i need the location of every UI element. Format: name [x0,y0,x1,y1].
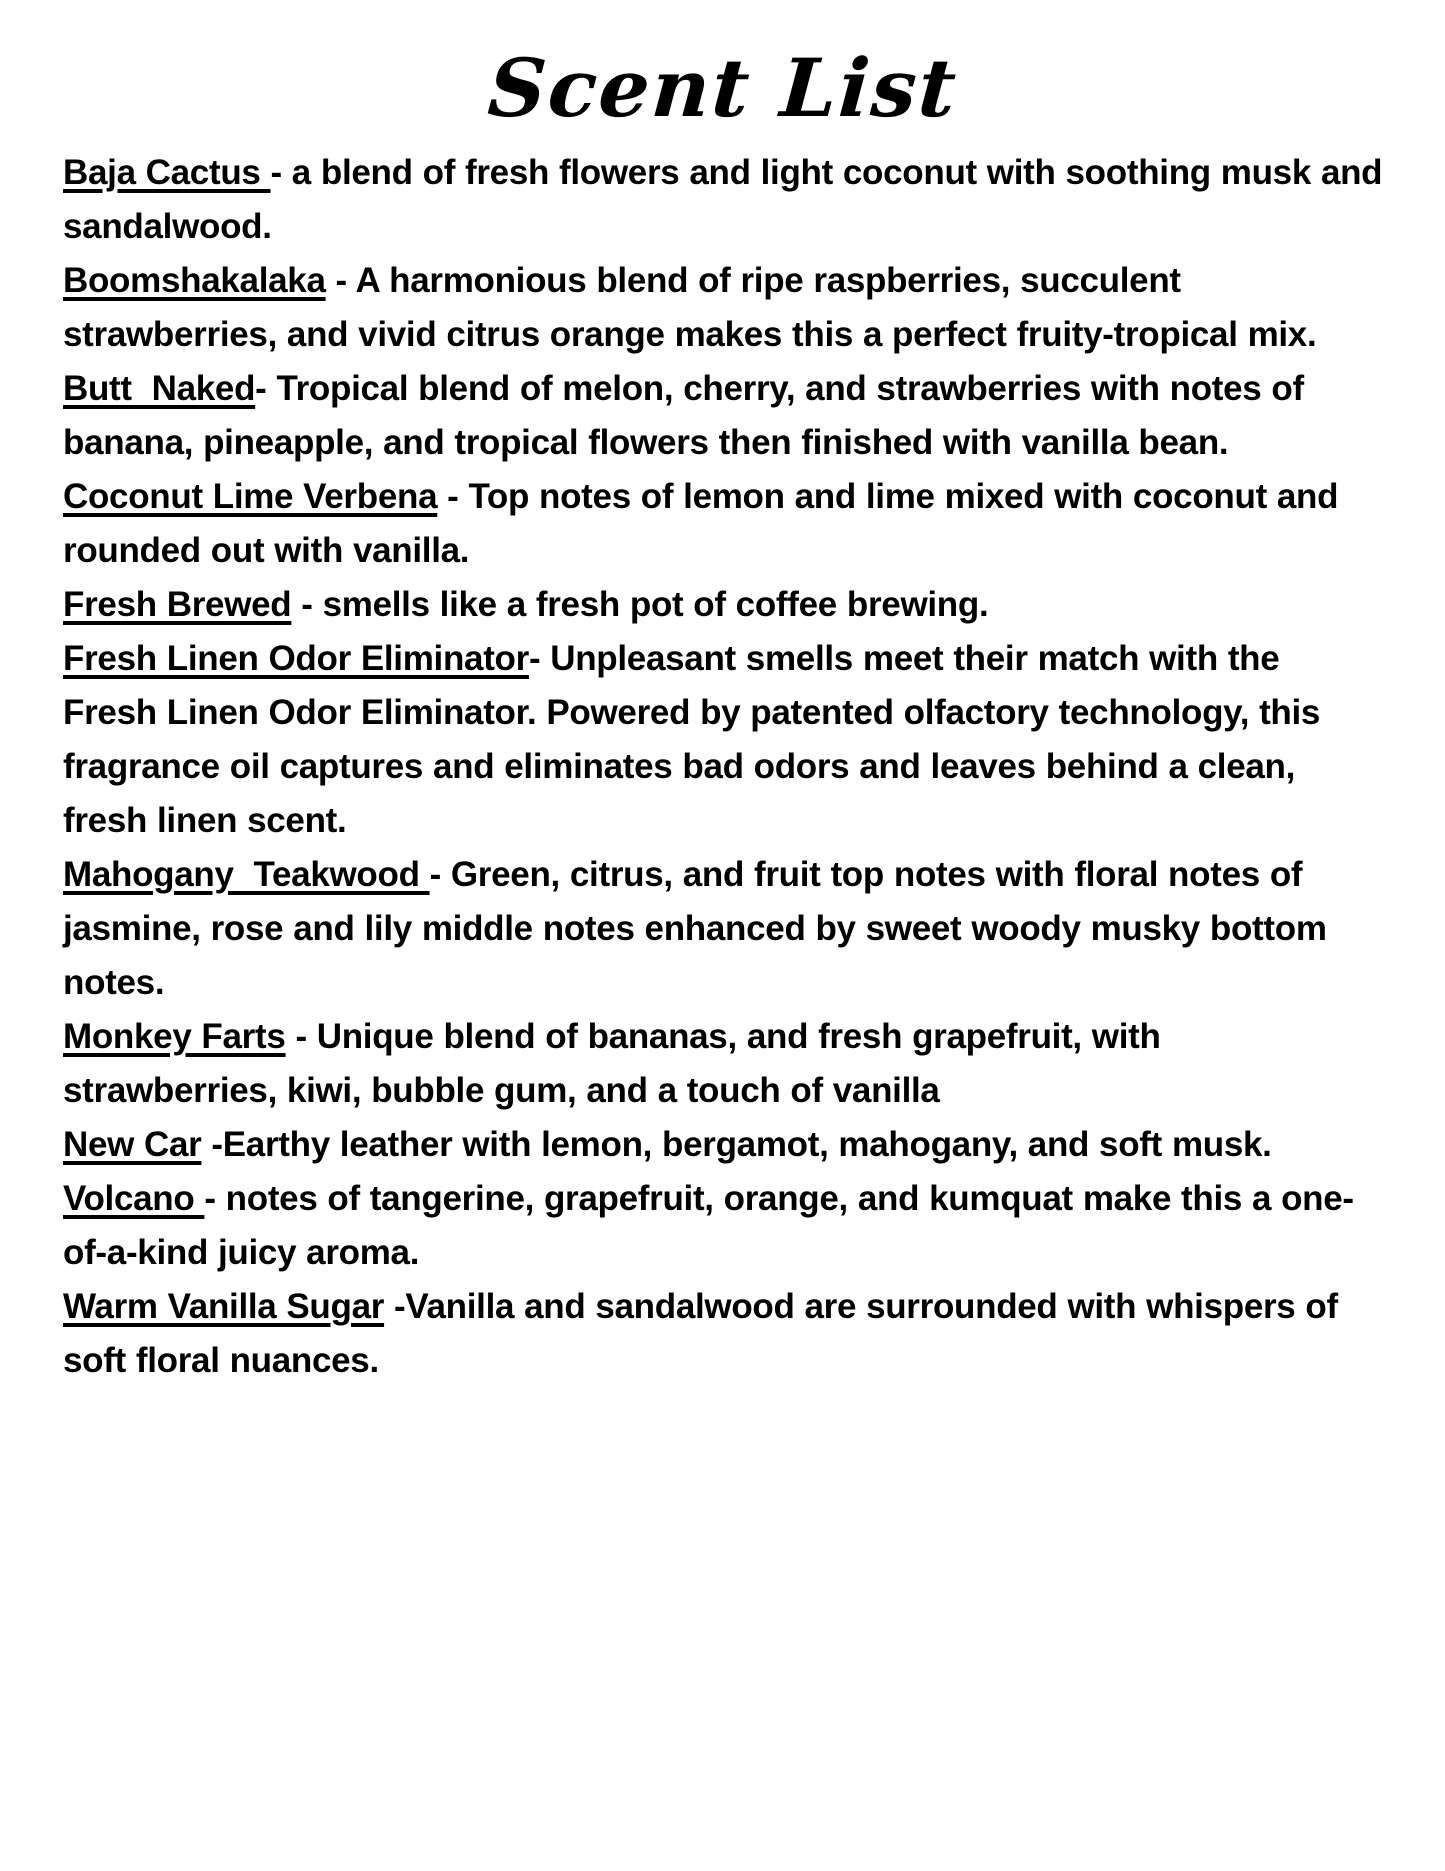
scent-name: Boomshakalaka [63,261,326,300]
scent-name: Warm Vanilla Sugar [63,1287,385,1326]
scent-item [63,1010,1383,1118]
scent-description: - Tropical blend of melon, cherry, and strawberries with notes of banana, pineapple, and tropical flowers then finished with vanilla bean. [63,369,1314,462]
scent-name: New Car [63,1125,202,1164]
scent-list [63,146,1393,1388]
scent-item [63,254,1383,362]
scent-name: Mahogany Teakwood [63,855,430,894]
scent-item [63,470,1383,578]
scent-item [63,1280,1383,1388]
scent-item [63,632,1383,848]
scent-description: - smells like a fresh pot of coffee brewing. [291,585,989,624]
scent-name: Fresh Brewed [63,585,292,624]
scent-name: Baja Cactus [63,153,271,192]
scent-item [63,146,1393,254]
scent-name: Butt Naked [63,369,256,408]
scent-description: - A harmonious blend of ripe raspberries, succulent strawberries, and vivid citrus orange makes this a perfect fruity-tropical mix. [63,261,1317,354]
scent-item [63,362,1383,470]
scent-description: -Earthy leather with lemon, bergamot, mahogany, and soft musk. [201,1125,1272,1164]
scent-description: - Top notes of lemon and lime mixed with coconut and rounded out with vanilla. [63,477,1349,570]
scent-description: - a blend of fresh flowers and light coconut with soothing musk and sandalwood. [63,153,1393,246]
scent-item [63,1118,1383,1172]
scent-item [63,578,1383,632]
scent-description: -Vanilla and sandalwood are surrounded with whispers of soft floral nuances. [63,1287,1348,1380]
scent-description: - notes of tangerine, grapefruit, orange, and kumquat make this a one-of-a-kind juicy aroma. [63,1179,1354,1272]
scent-name: Volcano [63,1179,205,1218]
scent-name: Fresh Linen Odor Eliminator [63,639,529,678]
page-title: Scent List [485,41,961,135]
scent-name: Coconut Lime Verbena [63,477,438,516]
scent-item [63,848,1383,1010]
scent-description: - Unique blend of bananas, and fresh grapefruit, with strawberries, kiwi, bubble gum, and a touch of vanilla [63,1017,1171,1110]
scent-item [63,1172,1383,1280]
scent-description: - Green, citrus, and fruit top notes with floral notes of jasmine, rose and lily middle notes enhanced by sweet woody musky bottom notes. [63,855,1337,1002]
scent-name: Monkey Farts [63,1017,286,1056]
scent-description: - Unpleasant smells meet their match with the Fresh Linen Odor Eliminator. Powered by patented olfactory technology, this fragrance oil captures and eliminates bad odors and leaves behind a clean, fresh linen scent. [63,639,1331,840]
